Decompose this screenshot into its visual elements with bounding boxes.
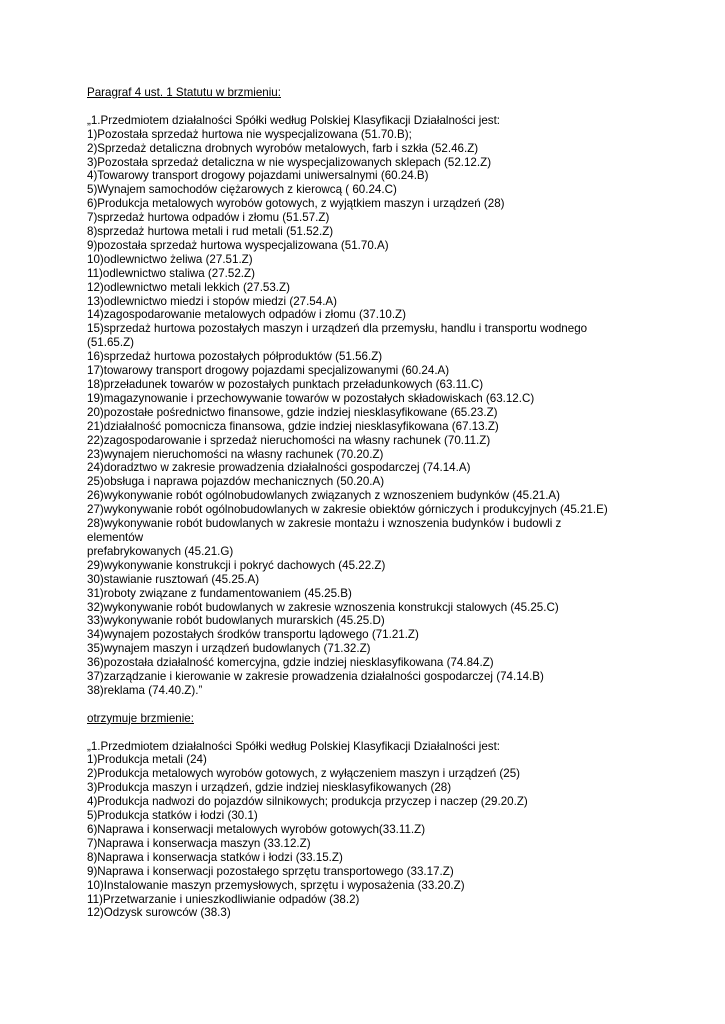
list-item: 2)Produkcja metalowych wyrobów gotowych, z wyłączeniem maszyn i urządzeń (25): [87, 767, 521, 781]
list-item: 22)zagospodarowanie i sprzedaż nieruchomości na własny rachunek (70.11.Z): [87, 433, 491, 447]
list-item: 4)Towarowy transport drogowy pojazdami uniwersalnymi (60.24.B): [87, 169, 429, 183]
list-item: 36)pozostała działalność komercyjna, gdzie indziej niesklasyfikowana (74.84.Z): [87, 656, 494, 670]
list-item: 1)Produkcja metali (24): [87, 753, 207, 767]
heading-current-wording: Paragraf 4 ust. 1 Statutu w brzmieniu:: [87, 86, 281, 99]
list-item: 35)wynajem maszyn i urządzeń budowlanych (71.32.Z): [87, 642, 371, 656]
old-intro: „1.Przedmiotem działalności Spółki według Polskiej Klasyfikacji Działalności jest:: [87, 113, 501, 127]
list-item: 23)wynajem nieruchomości na własny rachunek (70.20.Z): [87, 447, 384, 461]
list-item: 30)stawianie rusztowań (45.25.A): [87, 572, 260, 586]
list-item: 1)Pozostała sprzedaż hurtowa nie wyspecjalizowana (51.70.B);: [87, 127, 412, 141]
list-item: 21)działalność pomocnicza finansowa, gdzie indziej niesklasyfikowana (67.13.Z): [87, 419, 499, 433]
list-item: 2)Sprzedaż detaliczna drobnych wyrobów metalowych, farb i szkła (52.46.Z): [87, 141, 479, 155]
list-item: 11)Przetwarzanie i unieszkodliwianie odpadów (38.2): [87, 892, 360, 906]
document-body: [87, 86, 687, 920]
old-activity-list: [87, 128, 687, 698]
list-item: 16)sprzedaż hurtowa pozostałych półproduktów (51.56.Z): [87, 350, 383, 364]
list-item: 17)towarowy transport drogowy pojazdami specjalizowanymi (60.24.A): [87, 364, 450, 378]
list-item: 31)roboty związane z fundamentowaniem (45.25.B): [87, 586, 352, 600]
list-item: 24)doradztwo w zakresie prowadzenia działalności gospodarczej (74.14.A): [87, 461, 471, 475]
list-item: 18)przeładunek towarów w pozostałych punktach przeładunkowych (63.11.C): [87, 378, 484, 392]
list-item: 26)wykonywanie robót ogólnobudowlanych związanych z wznoszeniem budynków (45.21.A): [87, 489, 561, 503]
paragraph-spacer: [87, 100, 687, 114]
list-item: 14)zagospodarowanie metalowych odpadów i złomu (37.10.Z): [87, 308, 407, 322]
list-item: 10)Instalowanie maszyn przemysłowych, sprzętu i wyposażenia (33.20.Z): [87, 878, 465, 892]
list-item: 15)sprzedaż hurtowa pozostałych maszyn i urządzeń dla przemysłu, handlu i transportu wodnego: [87, 322, 588, 336]
list-item: 6)Naprawa i konserwacji metalowych wyrobów gotowych(33.11.Z): [87, 822, 426, 836]
list-item: 3)Produkcja maszyn i urządzeń, gdzie indziej niesklasyfikowanych (28): [87, 781, 452, 795]
list-item: 8)Naprawa i konserwacja statków i łodzi (33.15.Z): [87, 850, 343, 864]
list-item: 3)Pozostała sprzedaż detaliczna w nie wyspecjalizowanych sklepach (52.12.Z): [87, 155, 492, 169]
list-item: 7)Naprawa i konserwacja maszyn (33.12.Z): [87, 836, 311, 850]
list-item: prefabrykowanych (45.21.G): [87, 544, 234, 558]
list-item: 19)magazynowanie i przechowywanie towarów w pozostałych składowiskach (63.12.C): [87, 391, 535, 405]
paragraph-spacer: [87, 726, 687, 740]
list-item: 8)sprzedaż hurtowa metali i rud metali (51.52.Z): [87, 225, 334, 239]
list-item: 11)odlewnictwo staliwa (27.52.Z): [87, 266, 255, 280]
list-item: 5)Wynajem samochodów ciężarowych z kierowcą ( 60.24.C): [87, 183, 397, 197]
list-item: 12)Odzysk surowców (38.3): [87, 906, 231, 920]
list-item: 12)odlewnictwo metali lekkich (27.53.Z): [87, 280, 290, 294]
list-item: 27)wykonywanie robót ogólnobudowlanych w zakresie obiektów górniczych i produkcyjnych (45.21.E): [87, 503, 608, 517]
list-item: 13)odlewnictwo miedzi i stopów miedzi (27.54.A): [87, 294, 338, 308]
list-item: 33)wykonywanie robót budowlanych murarskich (45.25.D): [87, 614, 385, 628]
list-item: 28)wykonywanie robót budowlanych w zakresie montażu i wznoszenia budynków i budowli z: [87, 517, 562, 531]
list-item: 9)Naprawa i konserwacji pozostałego sprzętu transportowego (33.17.Z): [87, 864, 454, 878]
list-item: 32)wykonywanie robót budowlanych w zakresie wznoszenia konstrukcji stalowych (45.25.C): [87, 600, 559, 614]
list-item: 5)Produkcja statków i łodzi (30.1): [87, 809, 258, 823]
new-activity-list: [87, 753, 687, 920]
list-item: 6)Produkcja metalowych wyrobów gotowych, z wyjątkiem maszyn i urządzeń (28): [87, 197, 505, 211]
list-item: 25)obsługa i naprawa pojazdów mechanicznych (50.20.A): [87, 475, 385, 489]
list-item: (51.65.Z): [87, 336, 135, 350]
list-item: 37)zarządzanie i kierowanie w zakresie prowadzenia działalności gospodarczej (74.14.B): [87, 670, 544, 684]
list-item: 29)wykonywanie konstrukcji i pokryć dachowych (45.22.Z): [87, 558, 386, 572]
paragraph-spacer: [87, 698, 687, 712]
list-item: 4)Produkcja nadwozi do pojazdów silnikowych; produkcja przyczep i naczep (29.20.Z): [87, 795, 528, 809]
list-item: 38)reklama (74.40.Z).”: [87, 683, 203, 697]
list-item: elementów: [87, 530, 144, 544]
list-item: 20)pozostałe pośrednictwo finansowe, gdzie indziej niesklasyfikowane (65.23.Z): [87, 405, 498, 419]
heading-new-wording: otrzymuje brzmienie:: [87, 711, 194, 725]
list-item: 7)sprzedaż hurtowa odpadów i złomu (51.57.Z): [87, 211, 330, 225]
new-intro: „1.Przedmiotem działalności Spółki według Polskiej Klasyfikacji Działalności jest:: [87, 739, 501, 753]
list-item: 10)odlewnictwo żeliwa (27.51.Z): [87, 252, 253, 266]
list-item: 9)pozostała sprzedaż hurtowa wyspecjalizowana (51.70.A): [87, 238, 389, 252]
list-item: 34)wynajem pozostałych środków transportu lądowego (71.21.Z): [87, 628, 419, 642]
